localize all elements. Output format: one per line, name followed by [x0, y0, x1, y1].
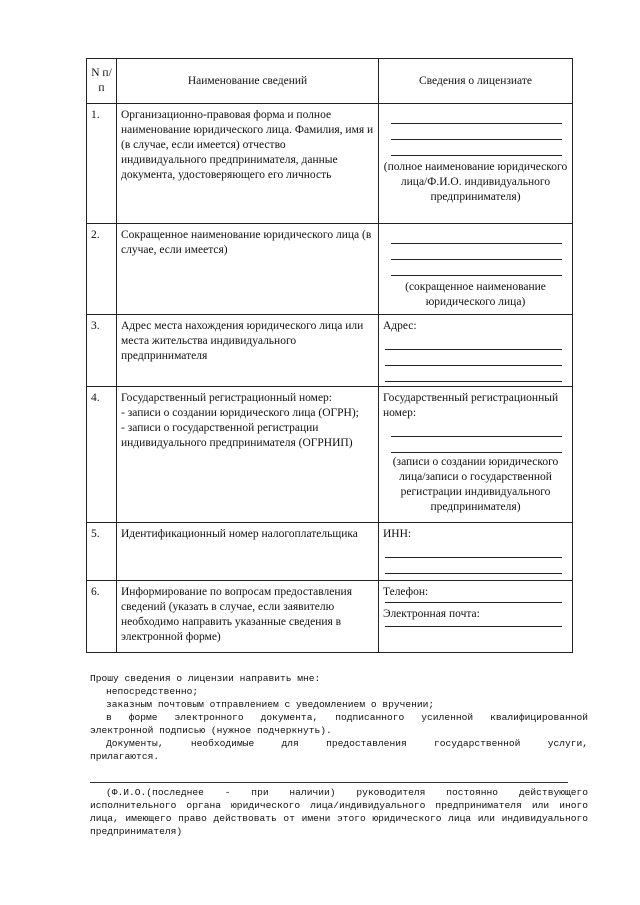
email-fill-line[interactable]: [385, 622, 562, 627]
row-field-name: Адрес места нахождения юридического лица или места жительства индивидуального предпринимателя: [117, 315, 379, 387]
row-field-value: [379, 581, 573, 653]
delivery-option-direct[interactable]: непосредственно;: [106, 686, 199, 697]
row-field-name: Информирование по вопросам предоставления сведений (указать в случае, если заявителю необходимо направить указанные сведения в электронной форме): [117, 581, 379, 653]
signature-line[interactable]: [90, 782, 568, 783]
table-header-row: [87, 59, 573, 104]
license-info-table: [86, 58, 573, 653]
email-label: Электронная почта:: [383, 608, 480, 620]
row-number: 6.: [87, 581, 117, 653]
delivery-option-mail[interactable]: заказным почтовым отправлением с уведомлением о вручении;: [106, 699, 435, 710]
table-row: [87, 523, 573, 581]
address-label: Адрес:: [383, 320, 417, 332]
row-field-name: Идентификационный номер налогоплательщика: [117, 523, 379, 581]
delivery-option-electronic[interactable]: в форме электронного документа, подписанного усиленной квалифицированной электронной подписью (нужное подчеркнуть).: [90, 712, 588, 736]
table-row: [87, 104, 573, 224]
header-name: Наименование сведений: [117, 59, 379, 104]
fill-line[interactable]: [391, 108, 562, 124]
fill-line[interactable]: [391, 437, 562, 453]
fill-line[interactable]: [391, 421, 562, 437]
address-fill-line[interactable]: [385, 334, 562, 350]
fill-line[interactable]: [391, 124, 562, 140]
row-field-name: Сокращенное наименование юридического лица (в случае, если имеется): [117, 224, 379, 315]
fill-line[interactable]: [391, 228, 562, 244]
row-number: 3.: [87, 315, 117, 387]
attached-documents-text: Документы, необходимые для предоставления государственной услуги, прилагаются.: [90, 738, 588, 762]
row-field-value: [379, 224, 573, 315]
row-field-value: [379, 104, 573, 224]
address-fill-line[interactable]: [385, 350, 562, 366]
table-row: [87, 315, 573, 387]
row-number: 2.: [87, 224, 117, 315]
fill-line[interactable]: [391, 244, 562, 260]
field-caption: (сокращенное наименование юридического лица): [405, 281, 546, 308]
registration-label: Государственный регистрационный номер:: [383, 392, 559, 419]
row-field-name: Организационно-правовая форма и полное наименование юридического лица. Фамилия, имя и (в случае, если имеется) отчество индивидуального предпринимателя, данные документа, удостоверяющего его личность: [117, 104, 379, 224]
row-field-value: [379, 315, 573, 387]
field-caption: (полное наименование юридического лица/Ф.И.О. индивидуального предпринимателя): [383, 161, 568, 203]
fill-line[interactable]: [391, 260, 562, 276]
header-info: Сведения о лицензиате: [379, 59, 573, 104]
signature-caption-text: (Ф.И.О.(последнее - при наличии) руководителя постоянно действующего исполнительного органа юридического лица/индивидуального предпринимателя или иного лица, имеющего право действовать от имени этого юридического лица или индивидуального предпринимателя): [90, 787, 588, 837]
inn-label: ИНН:: [383, 528, 412, 540]
row-field-value: [379, 523, 573, 581]
field-caption: (записи о создании юридического лица/записи о государственной регистрации индивидуального предпринимателя): [392, 456, 559, 513]
table-row: [87, 387, 573, 523]
row-field-name: Государственный регистрационный номер: - записи о создании юридического лица (ОГРН); - записи о государственной регистрации индивидуального предпринимателя (ОГРНИП): [117, 387, 379, 523]
phone-fill-line[interactable]: [385, 600, 562, 603]
delivery-request: [90, 672, 588, 763]
inn-fill-line[interactable]: [385, 542, 562, 558]
header-num: N п/п: [87, 59, 117, 104]
table-row: [87, 581, 573, 653]
signature-caption: [90, 786, 588, 838]
fill-line[interactable]: [391, 140, 562, 156]
address-fill-line[interactable]: [385, 366, 562, 382]
row-number: 5.: [87, 523, 117, 581]
inn-fill-line[interactable]: [385, 558, 562, 574]
request-text: Прошу сведения о лицензии направить мне:: [90, 673, 321, 684]
row-field-value: [379, 387, 573, 523]
row-number: 1.: [87, 104, 117, 224]
phone-label: Телефон:: [383, 586, 429, 598]
table-row: [87, 224, 573, 315]
row-number: 4.: [87, 387, 117, 523]
